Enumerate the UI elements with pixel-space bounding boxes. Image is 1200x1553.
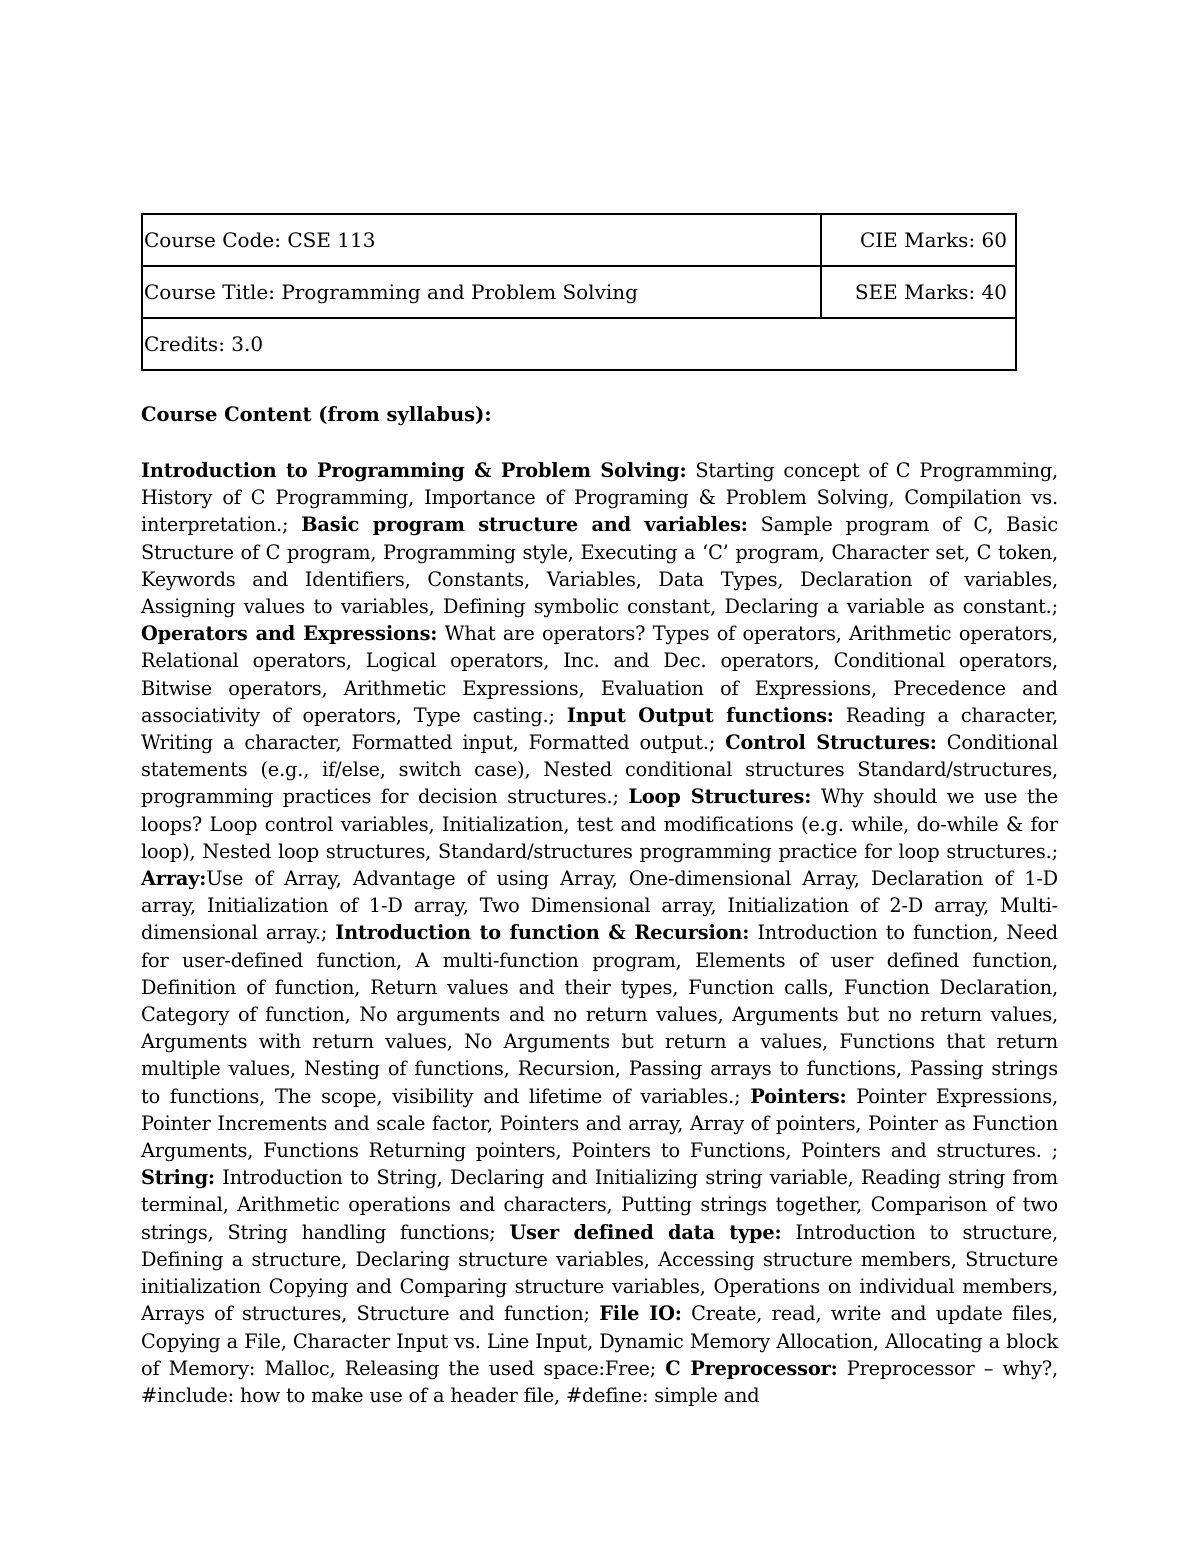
topic-title: Control Structures: — [725, 731, 937, 755]
topic-text: Create, read, write and update files, Copying a File, Character Input vs. Line Input, Dynamic Memory Allocation, Allocating a block of Memory: Malloc, Releasing the used space:Free; — [141, 1302, 1058, 1380]
topic-title: User defined data type: — [509, 1220, 782, 1244]
topic-text: Use of Array, Advantage of using Array, One-dimensional Array, Declaration of 1-D array, Initialization of 1-D array, Two Dimensional array, Initialization of 2-D array, Multi- dimensional array.; — [141, 867, 1058, 945]
course-code: Course Code: CSE 113 — [142, 214, 821, 266]
topic-title: C Preprocessor: — [665, 1356, 838, 1380]
topic-text: Pointer Expressions, Pointer Increments and scale factor, Pointers and array, Array of pointers, Pointer as Function Arguments, Functions Returning pointers, Pointers to Functions, Pointers and structures. ; — [141, 1084, 1059, 1163]
syllabus-content — [141, 457, 1058, 1409]
cie-marks: CIE Marks: 60 — [821, 214, 1016, 266]
topic-title: Loop Structures: — [628, 785, 812, 809]
topic-text: Reading a character, Writing a character, Formatted input, Formatted output.; — [141, 703, 1059, 755]
topic-title: Introduction to function & Recursion: — [335, 921, 750, 945]
topic-text: Starting concept of C Programming, History of C Programming, Importance of Programing & Problem Solving, Compilation vs. interpretation.; — [141, 459, 1058, 537]
topic-text: Introduction to function, Need for user-defined function, A multi-function program, Elements of user defined function, Definition of function, Return values and their types, Function calls, Function Declaration, Category of function, No arguments and no return values, Arguments but no return values, Arguments with return values, No Arguments but return a values, Functions that return multiple values, Nesting of functions, Recursion, Passing arrays to functions, Passing strings to functions, The scope, visibility and lifetime of variables.; — [141, 921, 1058, 1108]
topic-title: Basic program structure and variables: — [301, 513, 748, 537]
topic-text: Introduction to String, Declaring and Initializing string variable, Reading string from terminal, Arithmetic operations and characters, Putting strings together, Comparison of two strings, String handling functions; — [141, 1166, 1058, 1244]
topic-text: Introduction to structure, Defining a structure, Declaring structure variables, Accessing structure members, Structure initialization Copying and Comparing structure variables, Operations on individual members, Arrays of structures, Structure and function; — [141, 1220, 1058, 1326]
topic-title: Operators and Expressions: — [141, 622, 438, 646]
topic-title: Pointers: — [750, 1084, 847, 1108]
topic-title: File IO: — [599, 1302, 682, 1326]
topic-title: String: — [141, 1166, 215, 1190]
topic-text: What are operators? Types of operators, Arithmetic operators, Relational operators, Logical operators, Inc. and Dec. operators, Conditional operators, Bitwise operators, Arithmetic Expressions, Evaluation of Expressions, Precedence and associativity of operators, Type casting.; — [141, 622, 1059, 727]
topic-title: Introduction to Programming & Problem Solving: — [141, 459, 687, 482]
topic-title: Input Output functions: — [566, 703, 834, 727]
topic-text: Sample program of C, Basic Structure of C program, Programming style, Executing a ‘C’ program, Character set, C token, Keywords and Identifiers, Constants, Variables, Data Types, Declaration of variables, Assigning values to variables, Defining symbolic constant, Declaring a variable as constant.; — [141, 513, 1058, 619]
credits-row — [142, 318, 1016, 370]
topic-text: Preprocessor – why?, #include: how to make use of a header file, #define: simple and — [141, 1356, 1058, 1407]
topic-title: Array: — [141, 867, 207, 891]
see-marks: SEE Marks: 40 — [821, 266, 1016, 318]
credits: Credits: 3.0 — [142, 318, 1016, 370]
topic-text: Why should we use the loops? Loop control variables, Initialization, test and modifications (e.g. while, do-while & for loop), Nested loop structures, Standard/structures programming practice for loop structures.; — [141, 785, 1058, 863]
course-title-row — [142, 266, 1016, 318]
course-code-row — [142, 214, 1016, 266]
topic-text: Conditional statements (e.g., if/else, switch case), Nested conditional structures Standard/structures, programming practices for decision structures.; — [141, 731, 1058, 809]
content-heading: Course Content (from syllabus): — [141, 403, 492, 426]
course-info-table — [141, 213, 1017, 371]
course-title: Course Title: Programming and Problem Solving — [142, 266, 821, 318]
